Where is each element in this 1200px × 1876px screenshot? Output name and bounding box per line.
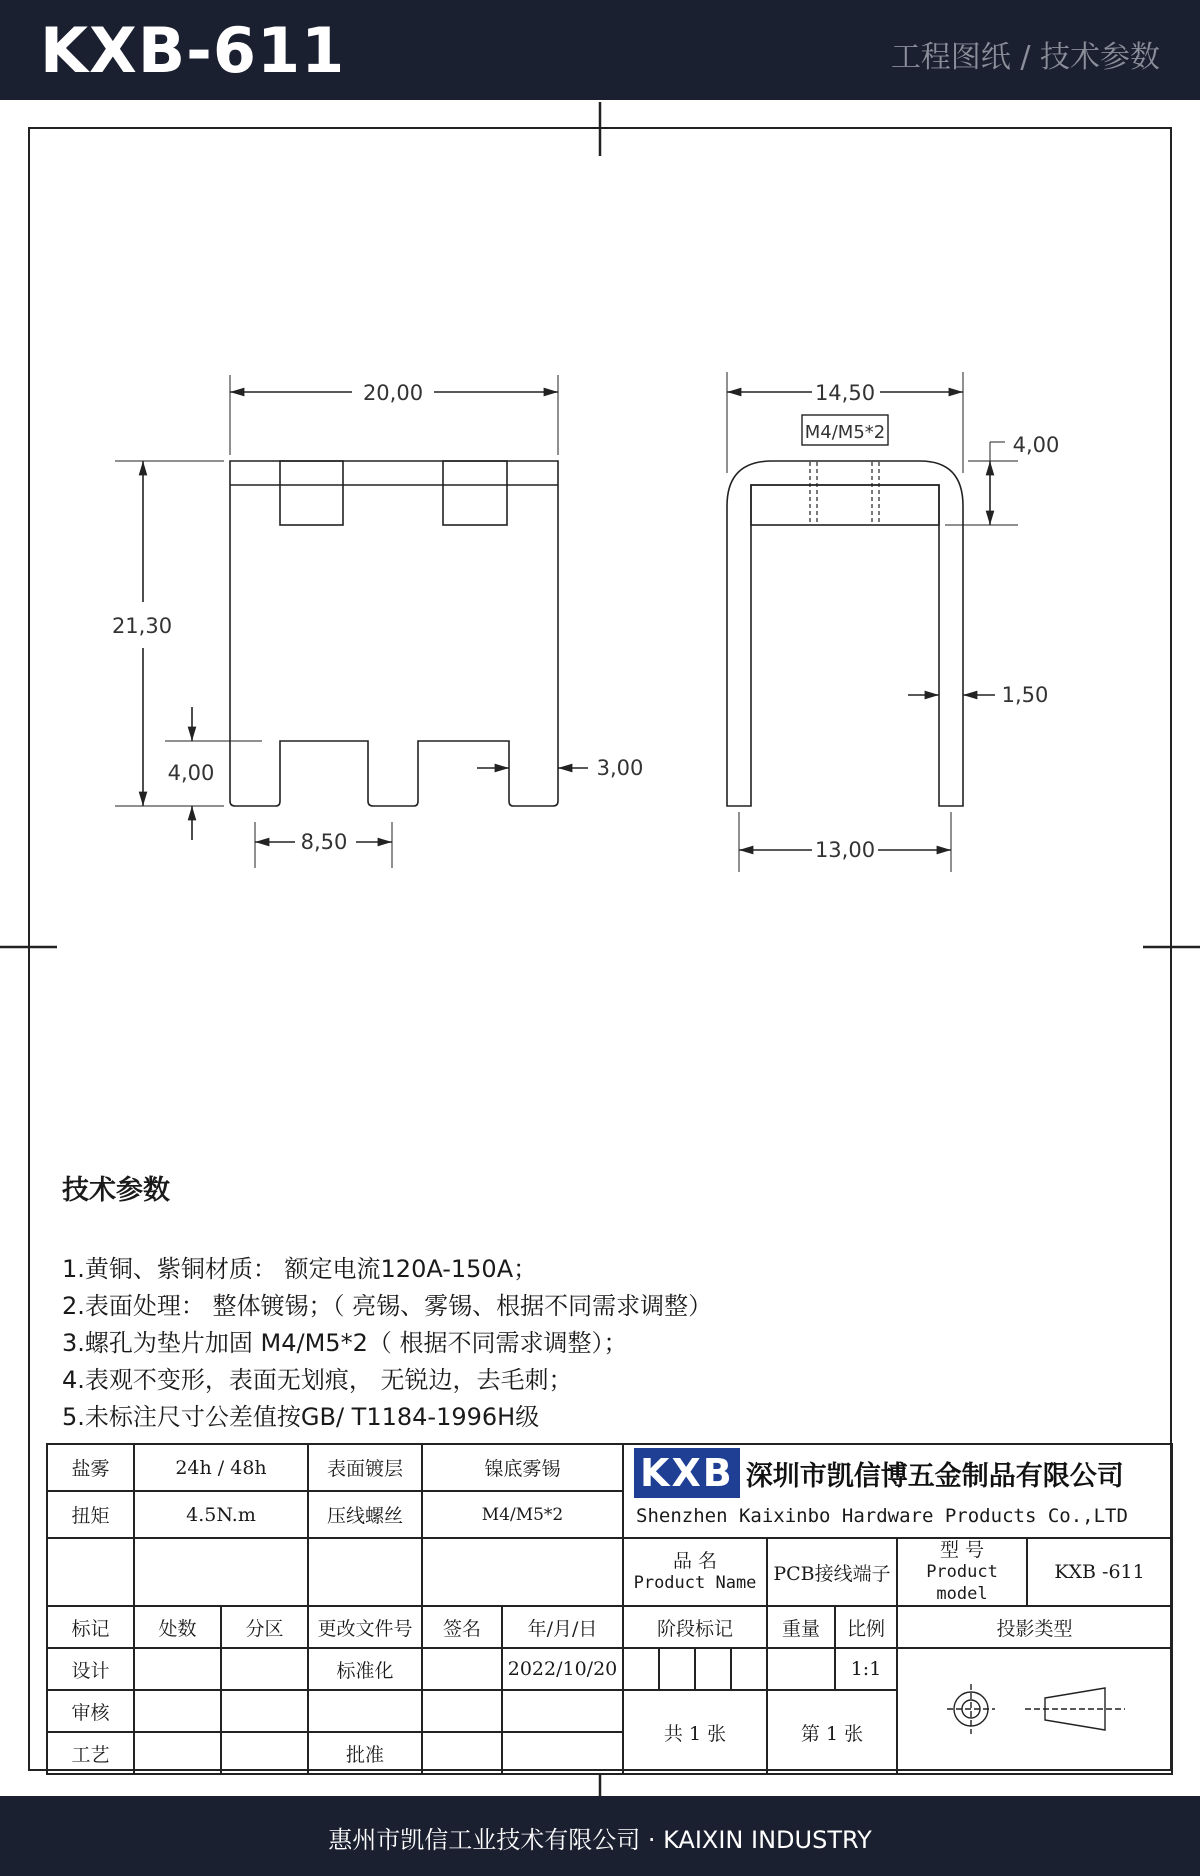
stage-cell — [731, 1648, 767, 1690]
dim-slot-pitch: 8,50 — [300, 830, 348, 854]
hole-label: M4/M5*2 — [804, 422, 886, 443]
dim-bottom-width: 13,00 — [814, 838, 876, 862]
stage-cell — [695, 1648, 731, 1690]
product-name-value: PCB接线端子 — [767, 1538, 897, 1606]
dim-top-thickness: 4,00 — [1012, 433, 1060, 457]
first-angle-projection-icon — [935, 1674, 1135, 1744]
company-block — [623, 1444, 1172, 1538]
rev-header: 标记 — [47, 1606, 134, 1648]
company-name-en: Shenzhen Kaixinbo Hardware Products Co.,LTD — [636, 1505, 1128, 1527]
product-model-value: KXB -611 — [1054, 1561, 1145, 1583]
blank-cell — [47, 1538, 134, 1606]
projection-label: 投影类型 — [897, 1606, 1172, 1648]
tech-param-item: 3.螺孔为垫片加固 M4/M5*2（ 根据不同需求调整）； — [62, 1329, 628, 1357]
rev-header: 处数 — [134, 1606, 221, 1648]
dim-height: 21,30 — [111, 614, 173, 638]
rev-header: 签名 — [422, 1606, 502, 1648]
tech-param-item: 4.表观不变形，表面无划痕， 无锐边，去毛刺； — [62, 1366, 573, 1394]
tech-params — [62, 1168, 1142, 1436]
tech-param-item: 5.未标注尺寸公差值按GB/ T1184-1996H级 — [62, 1403, 540, 1431]
stage-mark-label: 阶段标记 — [623, 1606, 767, 1648]
product-model-label — [898, 1539, 1028, 1605]
blank-cell — [134, 1648, 221, 1690]
plating-label: 表面镀层 — [308, 1444, 422, 1491]
torque-value: 4.5N.m — [134, 1491, 308, 1538]
blank-cell — [422, 1648, 502, 1690]
front-view — [115, 375, 588, 868]
review-label: 审核 — [47, 1690, 134, 1732]
product-model-en: Product model — [926, 1562, 998, 1604]
blank-cell — [308, 1690, 422, 1732]
blank-cell — [134, 1690, 221, 1732]
tech-param-item: 2.表面处理： 整体镀锡；（ 亮锡、雾锡、根据不同需求调整） — [62, 1292, 713, 1320]
blank-cell — [502, 1732, 623, 1774]
screw-label: 压线螺丝 — [308, 1491, 422, 1538]
product-name-label — [623, 1538, 767, 1606]
model-title: KXB-611 — [40, 14, 346, 87]
rev-header: 更改文件号 — [308, 1606, 422, 1648]
blank-cell — [221, 1690, 308, 1732]
plating-value: 镍底雾锡 — [422, 1444, 623, 1491]
sheets-total: 共 1 张 — [623, 1690, 767, 1774]
approve-label: 批准 — [308, 1732, 422, 1774]
blank-cell — [221, 1648, 308, 1690]
company-logo: KXB — [634, 1448, 740, 1498]
torque-label: 扭矩 — [47, 1491, 134, 1538]
blank-cell — [134, 1732, 221, 1774]
salt-spray-value: 24h / 48h — [134, 1444, 308, 1491]
design-label: 设计 — [47, 1648, 134, 1690]
weight-value — [767, 1648, 835, 1690]
blank-cell — [308, 1538, 422, 1606]
rev-header: 年/月/日 — [502, 1606, 623, 1648]
standardize-label: 标准化 — [308, 1648, 422, 1690]
blank-cell — [422, 1732, 502, 1774]
dim-tab-height: 4,00 — [167, 761, 215, 785]
rev-header: 分区 — [221, 1606, 308, 1648]
footer-bar — [0, 1796, 1200, 1876]
side-view — [727, 372, 1018, 872]
product-model-cell — [897, 1538, 1172, 1606]
product-name-en: Product Name — [633, 1573, 757, 1593]
dim-wall: 1,50 — [1001, 683, 1049, 707]
dim-top-width: 14,50 — [814, 381, 876, 405]
blank-cell — [422, 1538, 623, 1606]
blank-cell — [502, 1690, 623, 1732]
weight-label: 重量 — [767, 1606, 835, 1648]
dim-slot-width: 3,00 — [596, 756, 644, 780]
tech-params-heading: 技术参数 — [62, 1175, 170, 1206]
design-date: 2022/10/20 — [502, 1648, 623, 1690]
blank-cell — [134, 1538, 308, 1606]
scale-value: 1:1 — [835, 1648, 897, 1690]
stage-cell — [659, 1648, 695, 1690]
projection-symbol — [897, 1648, 1172, 1774]
sheet-number: 第 1 张 — [767, 1690, 897, 1774]
process-label: 工艺 — [47, 1732, 134, 1774]
blank-cell — [422, 1690, 502, 1732]
product-model-cn: 型 号 — [939, 1539, 985, 1561]
dim-width: 20,00 — [362, 381, 424, 405]
scale-label: 比例 — [835, 1606, 897, 1648]
stage-cell — [623, 1648, 659, 1690]
title-block — [46, 1443, 1173, 1775]
footer-text: 惠州市凯信工业技术有限公司 · KAIXIN INDUSTRY — [328, 1826, 872, 1854]
header-subtitle: 工程图纸 / 技术参数 — [890, 40, 1160, 75]
tech-param-item: 1.黄铜、紫铜材质： 额定电流120A-150A； — [62, 1255, 538, 1283]
blank-cell — [221, 1732, 308, 1774]
screw-value: M4/M5*2 — [422, 1491, 623, 1538]
company-name-cn: 深圳市凯信博五金制品有限公司 — [745, 1460, 1124, 1492]
salt-spray-label: 盐雾 — [47, 1444, 134, 1491]
product-name-cn: 品 名 — [672, 1550, 718, 1572]
header-bar — [0, 0, 1200, 100]
